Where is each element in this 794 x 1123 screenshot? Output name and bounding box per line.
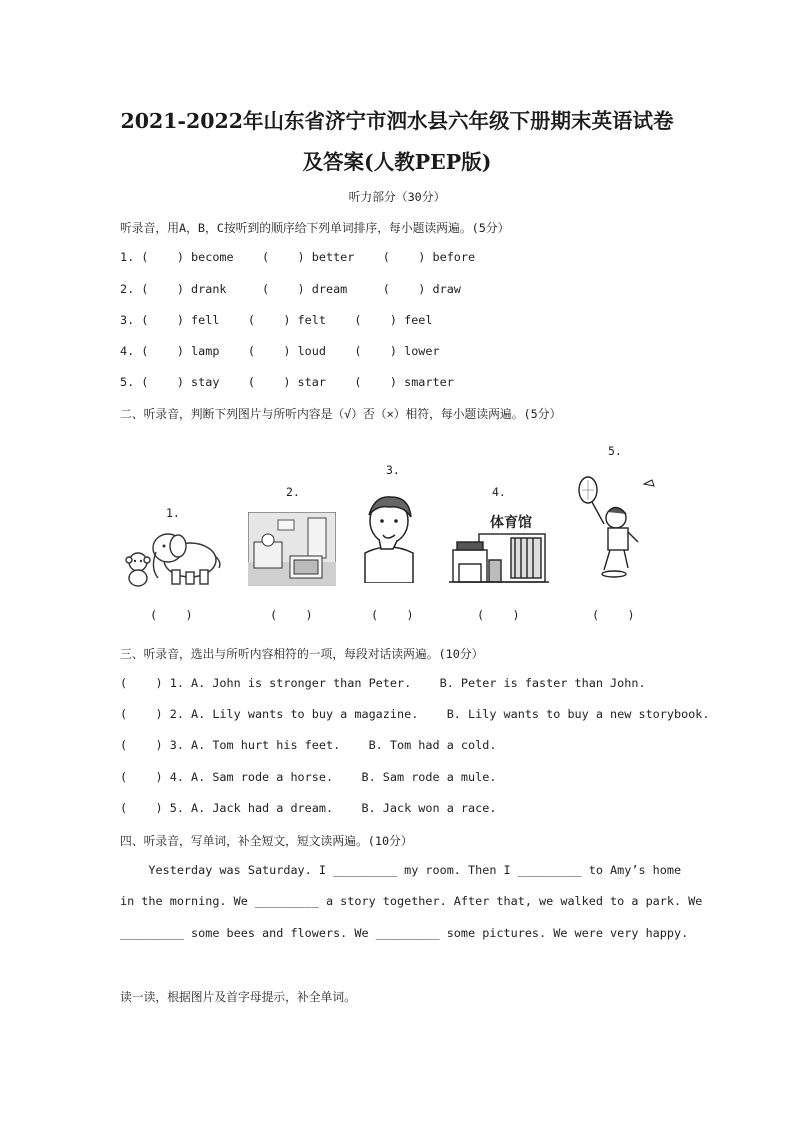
passage-line: Yesterday was Saturday. I _________ my room. Then I _________ to Amy’s home (120, 863, 682, 877)
picture-5-label: 5. (608, 444, 622, 458)
picture-2-answer-blank[interactable]: ( ) (270, 608, 313, 622)
section-1-row: 3. ( ) fell ( ) felt ( ) feel (120, 313, 433, 327)
living-room-picture (248, 512, 336, 586)
section-3-row: ( ) 3. A. Tom hurt his feet. B. Tom had a cold. (120, 738, 497, 752)
section-1-row: 5. ( ) stay ( ) star ( ) smarter (120, 375, 454, 389)
picture-4-answer-blank[interactable]: ( ) (477, 608, 520, 622)
section-3-row: ( ) 5. A. Jack had a dream. B. Jack won a race. (120, 801, 497, 815)
passage-line: in the morning. We _________ a story together. After that, we walked to a park. We (120, 894, 703, 908)
picture-1-label: 1. (166, 506, 180, 520)
document-title-line-1: 2021-2022年山东省济宁市泗水县六年级下册期末英语试卷 (120, 109, 674, 133)
girl-badminton-picture (574, 472, 660, 580)
picture-1-answer-blank[interactable]: ( ) (150, 608, 193, 622)
section-1-row: 2. ( ) drank ( ) dream ( ) draw (120, 282, 461, 296)
reading-section-instruction: 读一读，根据图片及首字母提示，补全单词。 (120, 990, 356, 1004)
section-3-row: ( ) 1. A. John is stronger than Peter. B. Peter is faster than John. (120, 676, 646, 690)
section-1-row: 4. ( ) lamp ( ) loud ( ) lower (120, 344, 440, 358)
section-1-row: 1. ( ) become ( ) better ( ) before (120, 250, 476, 264)
passage-line: _________ some bees and flowers. We _________ some pictures. We were very happy. (120, 926, 689, 940)
listening-section-header: 听力部分（30分） (348, 190, 446, 204)
picture-3-label: 3. (386, 463, 400, 477)
monkey-elephant-picture (120, 522, 226, 588)
section-2-instruction: 二、听录音，判断下列图片与所听内容是（√）否（×）相符，每小题读两遍。(5分） (120, 407, 562, 421)
picture-4-label: 4. (492, 485, 506, 499)
section-3-instruction: 三、听录音，选出与所听内容相符的一项，每段对话读两遍。(10分） (120, 647, 484, 661)
gym-sign-text: 体育馆 (490, 515, 532, 531)
boy-with-cold-picture (357, 491, 421, 583)
section-3-row: ( ) 4. A. Sam rode a horse. B. Sam rode a mule. (120, 770, 497, 784)
picture-3-answer-blank[interactable]: ( ) (371, 608, 414, 622)
picture-2-label: 2. (286, 485, 300, 499)
picture-5-answer-blank[interactable]: ( ) (592, 608, 635, 622)
document-title-line-2: 及答案(人教PEP版) (302, 150, 492, 174)
section-4-instruction: 四、听录音，写单词，补全短文，短文读两遍。(10分） (120, 834, 413, 848)
section-3-row: ( ) 2. A. Lily wants to buy a magazine. B. Lily wants to buy a new storybook. (120, 707, 710, 721)
section-1-instruction: 听录音，用A，B，C按听到的顺序给下列单词排序，每小题读两遍。(5分） (120, 221, 510, 235)
